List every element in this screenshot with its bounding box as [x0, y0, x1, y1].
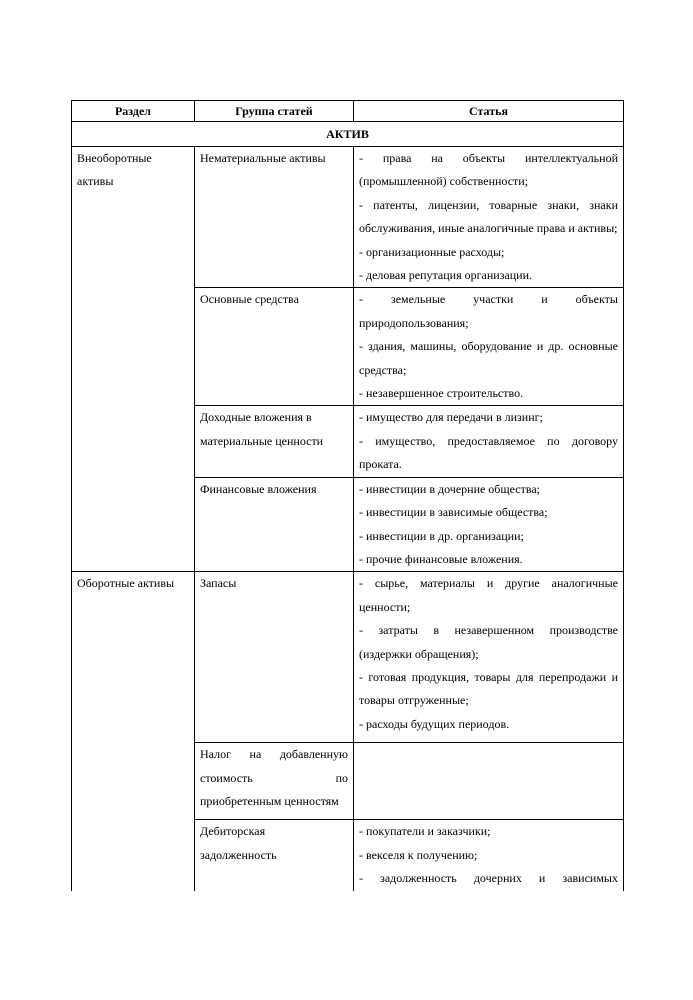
list-item: - имущество для передачи в лизинг; [359, 410, 543, 425]
group-cell [195, 820, 354, 891]
list-item: - патенты, лицензии, товарные знаки, знаки обслуживания, иные аналогичные права и активы; [359, 197, 618, 236]
group-label: Дебиторская задолженность [200, 824, 277, 862]
section-title-row [72, 122, 624, 147]
group-cell [195, 477, 354, 572]
items-cell [354, 743, 624, 820]
list-item: - незавершенное строительство. [359, 386, 524, 401]
group-cell [195, 147, 354, 288]
header-section: Раздел [72, 101, 195, 122]
group-label: Нематериальные активы [200, 151, 326, 165]
items-cell [354, 820, 624, 891]
list-item: - инвестиции в др. организации; [359, 528, 524, 543]
document-page [71, 100, 623, 891]
group-label: Налог на добавленную стоимость по приобретенным ценностям [200, 747, 348, 808]
items-cell [354, 572, 624, 743]
group-label: Доходные вложения в материальные ценности [200, 410, 324, 448]
section-label: Оборотные активы [77, 576, 175, 591]
header-article: Статья [354, 101, 624, 122]
items-cell [354, 147, 624, 288]
list-item: - права на объекты интеллектуальной (промышленной) собственности; [359, 151, 618, 189]
list-item: - затраты в незавершенном производстве (издержки обращения); [359, 623, 618, 661]
list-item: - инвестиции в дочерние общества; [359, 481, 541, 496]
header-group: Группа статей [195, 101, 354, 122]
items-cell [354, 477, 624, 572]
list-item: - имущество, предоставляемое по договору проката. [359, 433, 618, 472]
table-row [72, 147, 624, 288]
list-item: - здания, машины, оборудование и др. основные средства; [359, 339, 618, 377]
items-cell [354, 406, 624, 477]
list-item: - расходы будущих периодов. [359, 716, 510, 731]
section-cell [72, 572, 195, 891]
table-row [72, 572, 624, 743]
group-cell [195, 288, 354, 406]
group-cell [195, 406, 354, 477]
section-label: Внеоборотные активы [77, 151, 152, 189]
group-cell [195, 743, 354, 820]
balance-structure-table [71, 100, 624, 891]
list-item: - сырье, материалы и другие аналогичные ценности; [359, 576, 618, 614]
table-header-row [72, 101, 624, 122]
list-item: - деловая репутация организации. [359, 268, 533, 283]
group-label: Основные средства [200, 292, 299, 307]
list-item: - земельные участки и объекты природопользования; [359, 292, 618, 330]
list-item: - инвестиции в зависимые общества; [359, 505, 548, 520]
group-label: Финансовые вложения [200, 481, 317, 496]
section-cell [72, 147, 195, 572]
list-item: - покупатели и заказчики; [359, 824, 491, 839]
list-item: - организационные расходы; [359, 244, 505, 259]
items-cell [354, 288, 624, 406]
section-title: АКТИВ [72, 122, 624, 147]
list-item: - задолженность дочерних и зависимых [359, 871, 618, 886]
list-item: - готовая продукция, товары для перепродажи и товары отгруженные; [359, 669, 618, 708]
list-item: - прочие финансовые вложения. [359, 551, 523, 566]
group-label: Запасы [200, 576, 237, 591]
group-cell [195, 572, 354, 743]
list-item: - векселя к получению; [359, 847, 478, 862]
